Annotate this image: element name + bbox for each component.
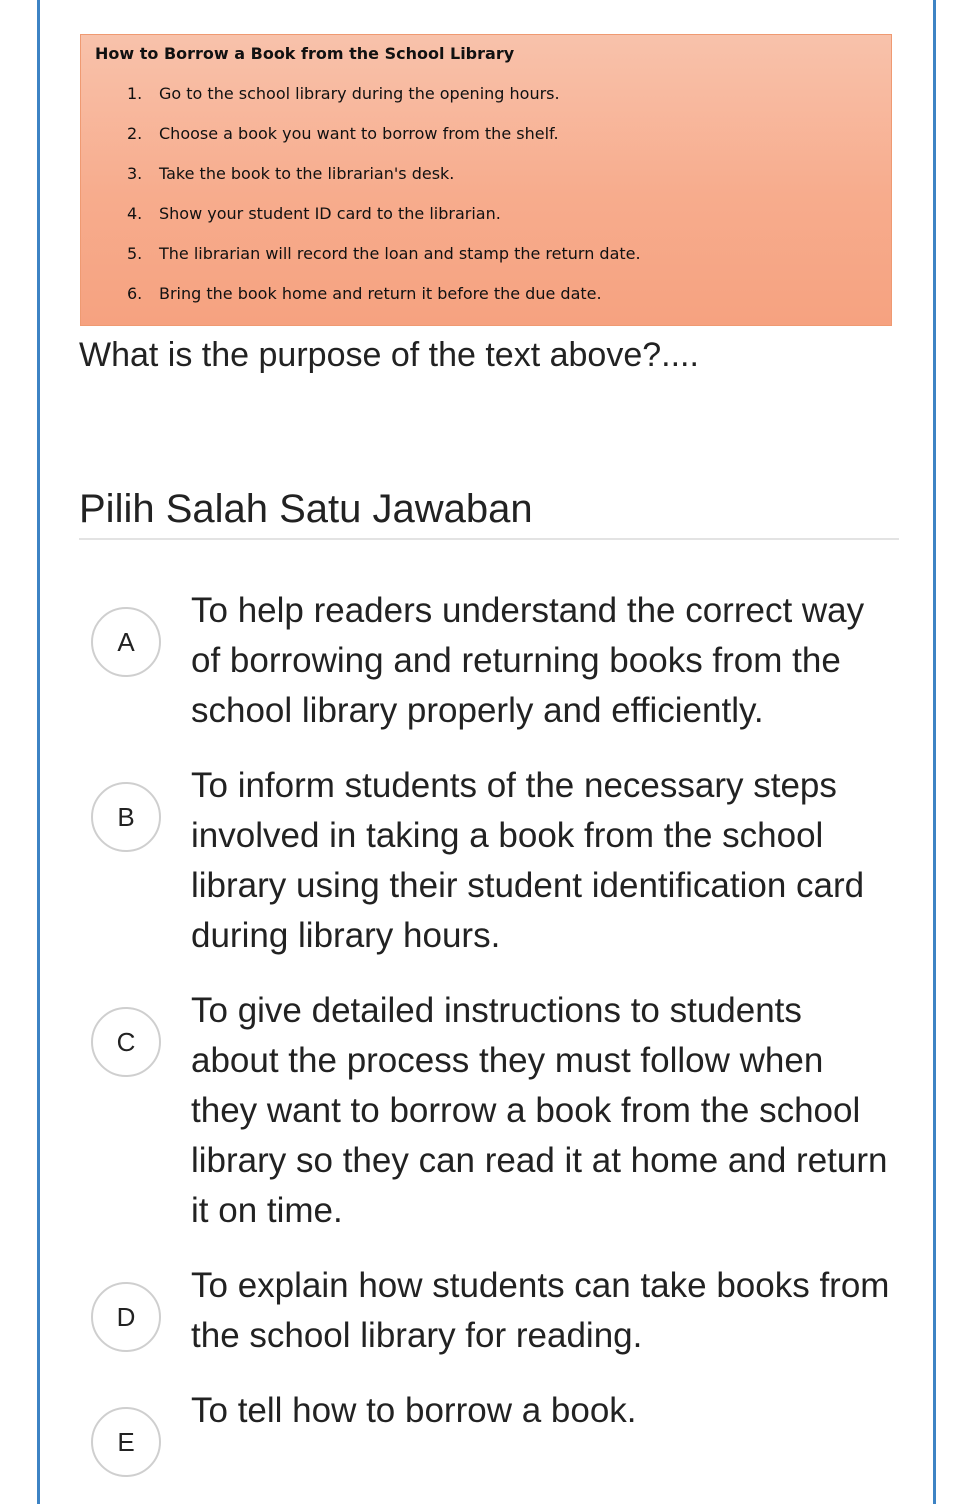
- option-text[interactable]: To tell how to borrow a book.: [191, 1391, 637, 1430]
- step-number: 6.: [127, 284, 143, 303]
- step-text: Show your student ID card to the librarian.: [159, 204, 501, 223]
- step-text: The librarian will record the loan and stamp the return date.: [159, 244, 641, 263]
- step-text: Go to the school library during the opening hours.: [159, 84, 560, 103]
- option-letter-badge[interactable]: B: [91, 782, 161, 852]
- step-number: 2.: [127, 124, 143, 143]
- section-divider: [79, 538, 899, 540]
- step-text: Choose a book you want to borrow from the shelf.: [159, 124, 559, 143]
- option-letter-badge[interactable]: C: [91, 1007, 161, 1077]
- question-text: What is the purpose of the text above?....: [79, 336, 699, 374]
- step-item: [127, 164, 641, 204]
- step-item: [127, 244, 641, 284]
- option-text[interactable]: To help readers understand the correct way of borrowing and returning books from the school library properly and efficiently.: [191, 591, 865, 730]
- answer-section-title: Pilih Salah Satu Jawaban: [79, 487, 533, 531]
- step-number: 3.: [127, 164, 143, 183]
- option-text[interactable]: To explain how students can take books from the school library for reading.: [191, 1266, 890, 1355]
- step-text: Bring the book home and return it before the due date.: [159, 284, 602, 303]
- option-text[interactable]: To inform students of the necessary steps involved in taking a book from the school library using their student identification card during library hours.: [191, 766, 865, 955]
- option-text[interactable]: To give detailed instructions to students about the process they must follow when they want to borrow a book from the school library so they can read it at home and return it on time.: [191, 991, 888, 1230]
- step-item: [127, 84, 641, 124]
- step-number: 1.: [127, 84, 143, 103]
- step-item: [127, 204, 641, 244]
- option-letter-badge[interactable]: A: [91, 607, 161, 677]
- passage-title: How to Borrow a Book from the School Library: [95, 44, 515, 63]
- option-letter-badge[interactable]: D: [91, 1282, 161, 1352]
- reading-passage: [80, 34, 892, 326]
- option-letter-badge[interactable]: E: [91, 1407, 161, 1477]
- step-item: [127, 124, 641, 164]
- step-text: Take the book to the librarian's desk.: [159, 164, 455, 183]
- step-number: 5.: [127, 244, 143, 263]
- steps-list: [127, 84, 641, 324]
- step-item: [127, 284, 641, 324]
- step-number: 4.: [127, 204, 143, 223]
